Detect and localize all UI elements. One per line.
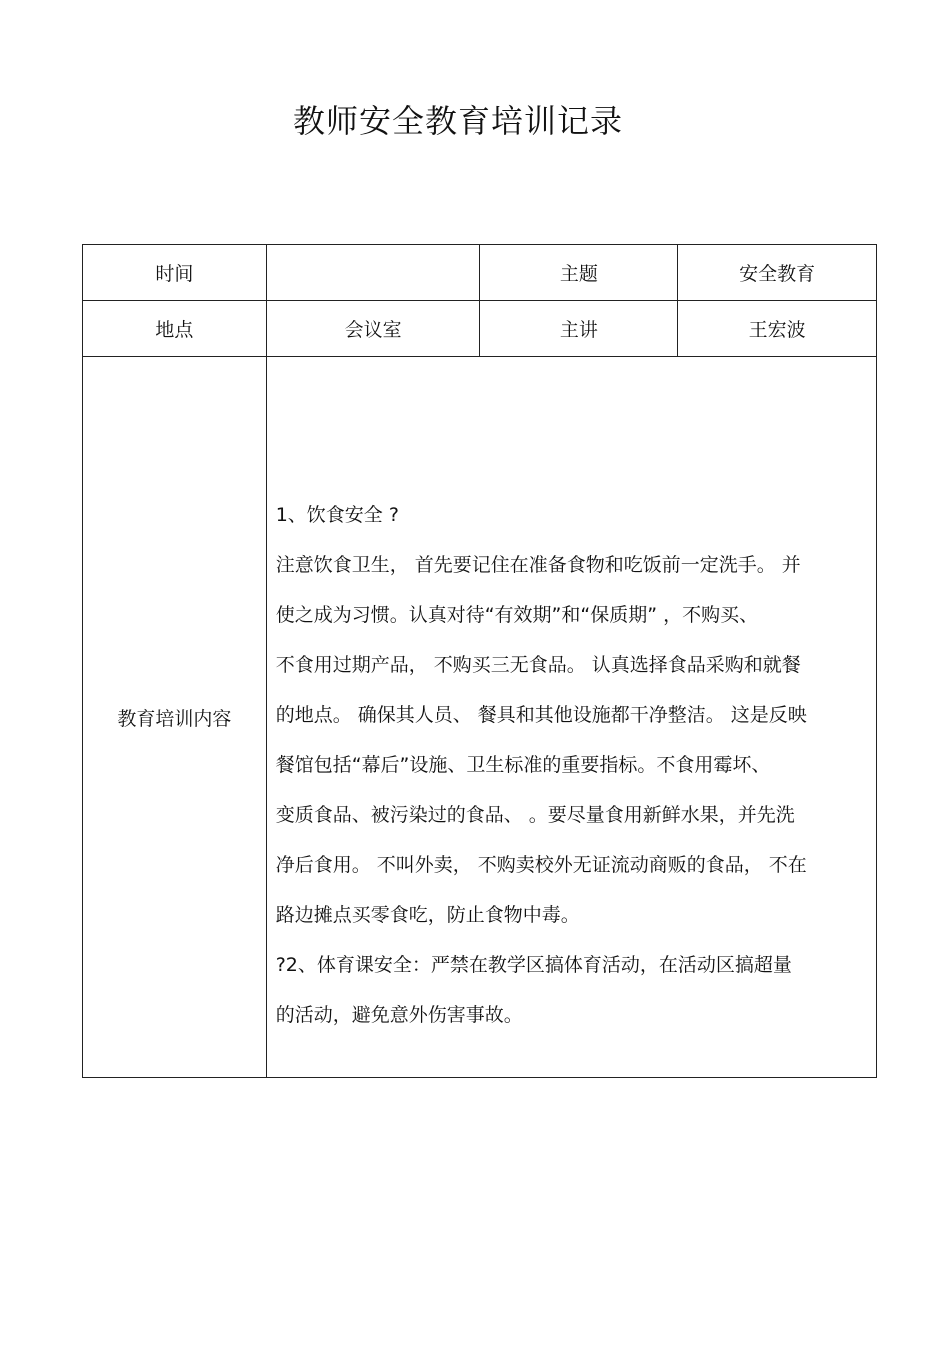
content-line: 注意饮食卫生， 首先要记住在准备食物和吃饭前一定洗手。 并 bbox=[275, 554, 801, 576]
content-line: 的活动，避免意外伤害事故。 bbox=[275, 1004, 523, 1026]
page-title: 教师安全教育培训记录 bbox=[292, 102, 623, 140]
table-row bbox=[83, 245, 877, 301]
content-line: 的地点。 确保其人员、 餐具和其他设施都干净整洁。 这是反映 bbox=[275, 704, 807, 726]
content-label: 教育培训内容 bbox=[83, 357, 267, 1078]
content-line: 变质食品、被污染过的食品、 。要尽量食用新鲜水果，并先洗 bbox=[275, 804, 795, 826]
content-line: 使之成为习惯。认真对待“有效期”和“保质期” ，不购买、 bbox=[275, 604, 759, 626]
content-line: 1、饮食安全 ? bbox=[275, 504, 399, 526]
time-value bbox=[266, 245, 480, 301]
topic-value: 安全教育 bbox=[678, 245, 877, 301]
speaker-value: 王宏波 bbox=[678, 301, 877, 357]
place-label: 地点 bbox=[83, 301, 267, 357]
content-line: 路边摊点买零食吃，防止食物中毒。 bbox=[275, 904, 580, 926]
table-row bbox=[83, 357, 877, 1078]
content-body bbox=[266, 357, 876, 1078]
content-line: 净后食用。 不叫外卖， 不购卖校外无证流动商贩的食品， 不在 bbox=[275, 854, 807, 876]
content-line: 餐馆包括“幕后”设施、卫生标准的重要指标。不食用霉坏、 bbox=[275, 754, 771, 776]
content-line: 不食用过期产品， 不购买三无食品。 认真选择食品采购和就餐 bbox=[275, 654, 801, 676]
content-text bbox=[267, 394, 876, 1040]
time-label: 时间 bbox=[83, 245, 267, 301]
table-row bbox=[83, 301, 877, 357]
content-line: ?2、体育课安全：严禁在教学区搞体育活动，在活动区搞超量 bbox=[275, 954, 792, 976]
speaker-label: 主讲 bbox=[480, 301, 678, 357]
place-value: 会议室 bbox=[266, 301, 480, 357]
training-record-table bbox=[82, 244, 877, 1078]
topic-label: 主题 bbox=[480, 245, 678, 301]
